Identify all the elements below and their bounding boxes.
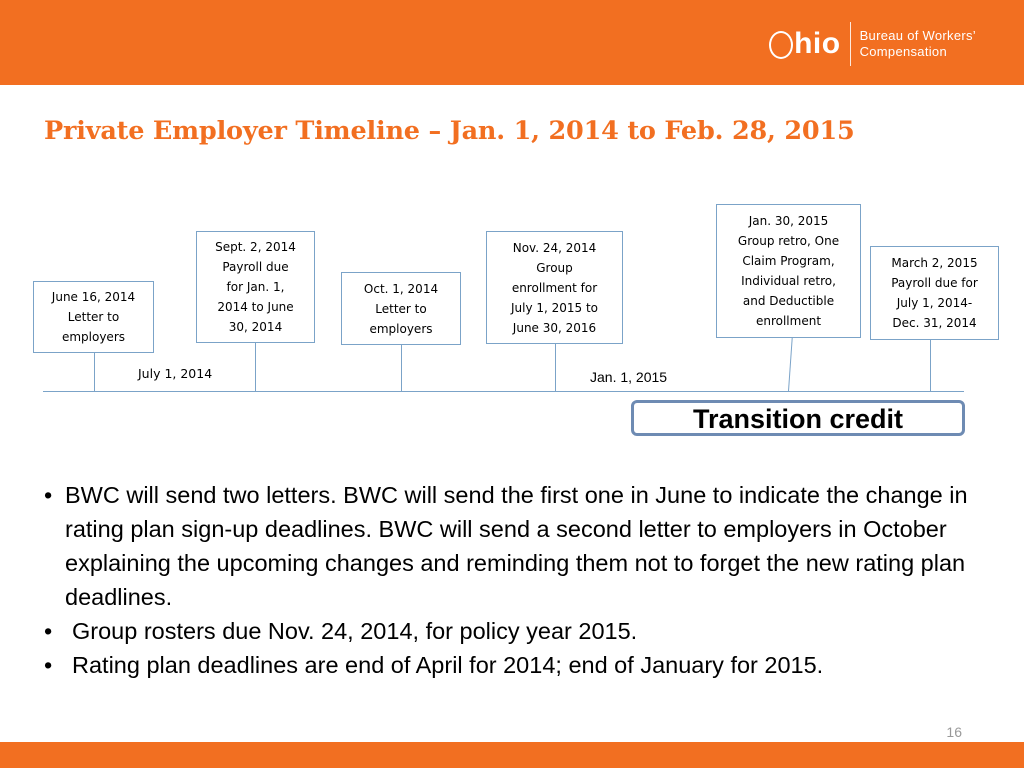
page-number: 16 bbox=[946, 724, 962, 740]
event-line: June 16, 2014 bbox=[51, 290, 136, 304]
event-line: 30, 2014 bbox=[228, 320, 283, 334]
event-line: 2014 to June bbox=[217, 300, 294, 314]
event-line: June 30, 2016 bbox=[512, 320, 597, 335]
event-box-march2 bbox=[870, 246, 999, 340]
event-line: Dec. 31, 2014 bbox=[892, 316, 977, 330]
event-line: Group bbox=[536, 260, 573, 275]
bullet-marker: • bbox=[44, 652, 53, 678]
event-box-sept2 bbox=[196, 231, 315, 343]
event-line: March 2, 2015 bbox=[891, 256, 978, 270]
event-line: Nov. 24, 2014 bbox=[512, 240, 597, 255]
event-line: Letter to bbox=[67, 310, 120, 324]
bullet-text: Rating plan deadlines are end of April for 2014; end of January for 2015. bbox=[72, 652, 824, 678]
event-line: employers bbox=[369, 321, 433, 336]
timeline-tick bbox=[788, 338, 793, 391]
logo-word: hio bbox=[794, 27, 841, 60]
footer-bar bbox=[0, 742, 1024, 768]
timeline-tick bbox=[255, 343, 256, 391]
event-line: Oct. 1, 2014 bbox=[363, 281, 439, 296]
slide-title: Private Employer Timeline – Jan. 1, 2014 to Feb. 28, 2015 bbox=[44, 116, 855, 146]
transition-credit-box: Transition credit bbox=[631, 400, 965, 436]
event-line: for Jan. 1, bbox=[226, 280, 285, 294]
logo-text bbox=[851, 28, 976, 60]
header-bar bbox=[0, 0, 1024, 85]
ohio-bwc-logo bbox=[769, 22, 976, 66]
event-line: Sept. 2, 2014 bbox=[215, 240, 296, 254]
timeline-tick bbox=[94, 353, 95, 391]
logo-o-icon bbox=[769, 31, 793, 59]
event-box-june16 bbox=[33, 281, 154, 353]
event-line: enrollment for bbox=[511, 280, 598, 295]
bullet-list bbox=[44, 478, 1004, 682]
date-label-july1: July 1, 2014 bbox=[138, 366, 213, 381]
date-label-jan1: Jan. 1, 2015 bbox=[590, 369, 668, 385]
event-line: Individual retro, bbox=[741, 274, 836, 288]
event-line: Payroll due for bbox=[891, 276, 978, 290]
event-line: July 1, 2014- bbox=[896, 296, 973, 310]
bullet-item bbox=[44, 478, 1004, 614]
bullet-item bbox=[44, 614, 1004, 648]
event-line: Letter to bbox=[375, 301, 427, 316]
logo-wordmark bbox=[769, 22, 851, 66]
event-box-nov24 bbox=[486, 231, 623, 344]
logo-text-line2: Compensation bbox=[859, 44, 947, 59]
event-line: Jan. 30, 2015 bbox=[748, 214, 829, 228]
event-line: Claim Program, bbox=[742, 254, 835, 268]
event-line: and Deductible bbox=[742, 294, 835, 308]
event-box-oct1 bbox=[341, 272, 461, 345]
timeline-tick bbox=[555, 344, 556, 391]
event-box-jan30 bbox=[716, 204, 861, 338]
timeline-axis bbox=[43, 391, 964, 392]
event-line: enrollment bbox=[755, 314, 822, 328]
event-line: July 1, 2015 to bbox=[510, 300, 599, 315]
bullet-item bbox=[44, 648, 1004, 682]
bullet-marker: • bbox=[44, 482, 53, 508]
event-line: Payroll due bbox=[222, 260, 289, 274]
event-line: employers bbox=[61, 330, 126, 344]
bullet-marker: • bbox=[44, 618, 53, 644]
timeline-tick bbox=[930, 340, 931, 391]
bullet-text: Group rosters due Nov. 24, 2014, for policy year 2015. bbox=[72, 618, 638, 644]
timeline-tick bbox=[401, 345, 402, 391]
bullet-text: BWC will send two letters. BWC will send the first one in June to indicate the change in rating plan sign-up deadlines. BWC will send a second letter to employers in October explaining the upcoming changes and reminding them not to forget the new rating plan deadlines. bbox=[65, 482, 968, 610]
event-line: Group retro, One bbox=[737, 234, 840, 248]
logo-text-line1: Bureau of Workers’ bbox=[859, 28, 976, 43]
